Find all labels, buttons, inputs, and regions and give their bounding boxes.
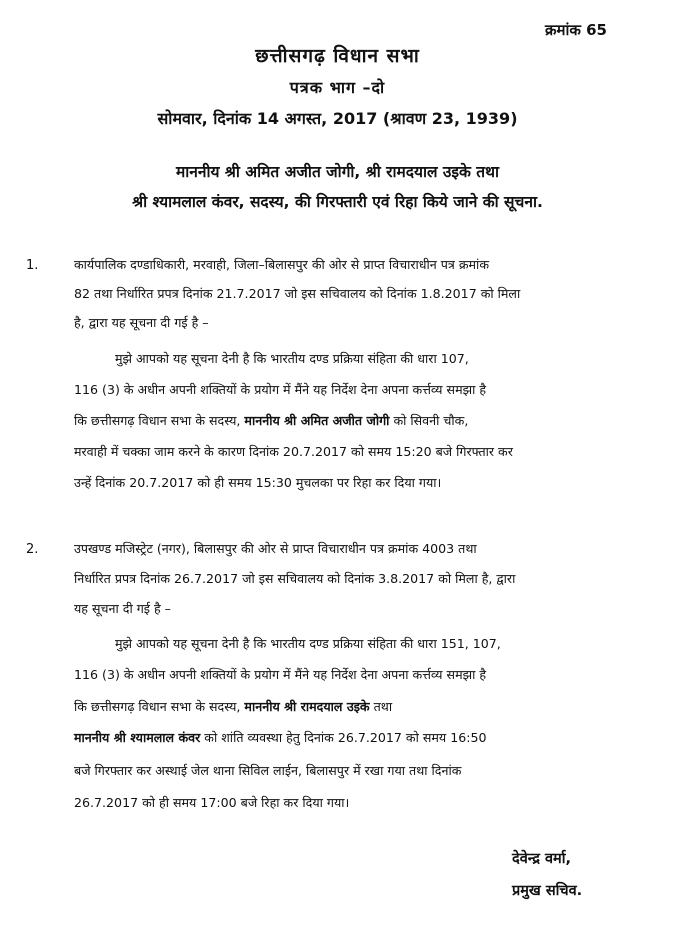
item-body-line: मरवाही में चक्का जाम करने के कारण दिनांक 20.7.2017 को समय 15:20 बजे गिरफ्तार कर bbox=[74, 444, 513, 459]
body-text: तथा bbox=[369, 699, 393, 714]
item-body-line bbox=[74, 729, 487, 746]
item-body-line bbox=[74, 412, 468, 429]
item-body-line: 116 (3) के अधीन अपनी शक्तियों के प्रयोग में मैंने यह निर्देश देना अपना कर्त्तव्य समझा है bbox=[74, 667, 487, 682]
serial-number: क्रमांक 65 bbox=[545, 21, 607, 39]
member-name: माननीय श्री अमित अजीत जोगी bbox=[244, 413, 390, 428]
body-text: को शांति व्यवस्था हेतु दिनांक 26.7.2017 को समय 16:50 bbox=[200, 730, 487, 745]
signatory-designation: प्रमुख सचिव. bbox=[512, 883, 583, 899]
member-name: माननीय श्री रामदयाल उइके bbox=[244, 699, 370, 714]
assembly-title: छत्तीसगढ़ विधान सभा bbox=[255, 45, 420, 67]
subject-line-1: माननीय श्री अमित अजीत जोगी, श्री रामदयाल उइके तथा bbox=[175, 163, 500, 181]
item-body-line: 116 (3) के अधीन अपनी शक्तियों के प्रयोग में मैंने यह निर्देश देना अपना कर्त्तव्य समझा है bbox=[74, 382, 487, 397]
item-body-line: उन्हें दिनांक 20.7.2017 को ही समय 15:30 मुचलका पर रिहा कर दिया गया। bbox=[74, 475, 442, 490]
item-intro-line: उपखण्ड मजिस्ट्रेट (नगर), बिलासपुर की ओर से प्राप्त विचाराधीन पत्र क्रमांक 4003 तथा bbox=[74, 541, 477, 556]
item-intro-line: 82 तथा निर्धारित प्रपत्र दिनांक 21.7.2017 जो इस सचिवालय को दिनांक 1.8.2017 को मिला bbox=[74, 286, 521, 301]
item-intro-line: यह सूचना दी गई है – bbox=[74, 601, 171, 616]
body-text: कि छत्तीसगढ़ विधान सभा के सदस्य, bbox=[74, 699, 245, 714]
item-body-line: मुझे आपको यह सूचना देनी है कि भारतीय दण्ड प्रक्रिया संहिता की धारा 107, bbox=[115, 351, 469, 366]
item-body-line: 26.7.2017 को ही समय 17:00 बजे रिहा कर दिया गया। bbox=[74, 795, 350, 810]
item-intro-line: है, द्वारा यह सूचना दी गई है – bbox=[74, 315, 209, 330]
item-body-line: मुझे आपको यह सूचना देनी है कि भारतीय दण्ड प्रक्रिया संहिता की धारा 151, 107, bbox=[115, 636, 501, 651]
item-number: 2. bbox=[26, 542, 39, 557]
item-body-line: बजे गिरफ्तार कर अस्थाई जेल थाना सिविल लाईन, बिलासपुर में रखा गया तथा दिनांक bbox=[74, 763, 462, 778]
body-text: कि छत्तीसगढ़ विधान सभा के सदस्य, bbox=[74, 413, 245, 428]
body-text: को सिवनी चौक, bbox=[389, 413, 469, 428]
signatory-name: देवेन्द्र वर्मा, bbox=[512, 851, 571, 867]
item-number: 1. bbox=[26, 258, 39, 273]
member-name: माननीय श्री श्यामलाल कंवर bbox=[74, 730, 201, 745]
item-intro-line: कार्यपालिक दण्डाधिकारी, मरवाही, जिला–बिलासपुर की ओर से प्राप्त विचाराधीन पत्र क्रमांक bbox=[74, 257, 489, 272]
item-body-line bbox=[74, 698, 392, 715]
date-line: सोमवार, दिनांक 14 अगस्त, 2017 (श्रावण 23, 1939) bbox=[157, 109, 518, 128]
bulletin-title: पत्रक भाग –दो bbox=[289, 78, 386, 97]
subject-line-2: श्री श्यामलाल कंवर, सदस्य, की गिरफ्तारी एवं रिहा किये जाने की सूचना. bbox=[132, 193, 543, 211]
item-intro-line: निर्धारित प्रपत्र दिनांक 26.7.2017 जो इस सचिवालय को दिनांक 3.8.2017 को मिला है, द्वारा bbox=[74, 571, 516, 586]
